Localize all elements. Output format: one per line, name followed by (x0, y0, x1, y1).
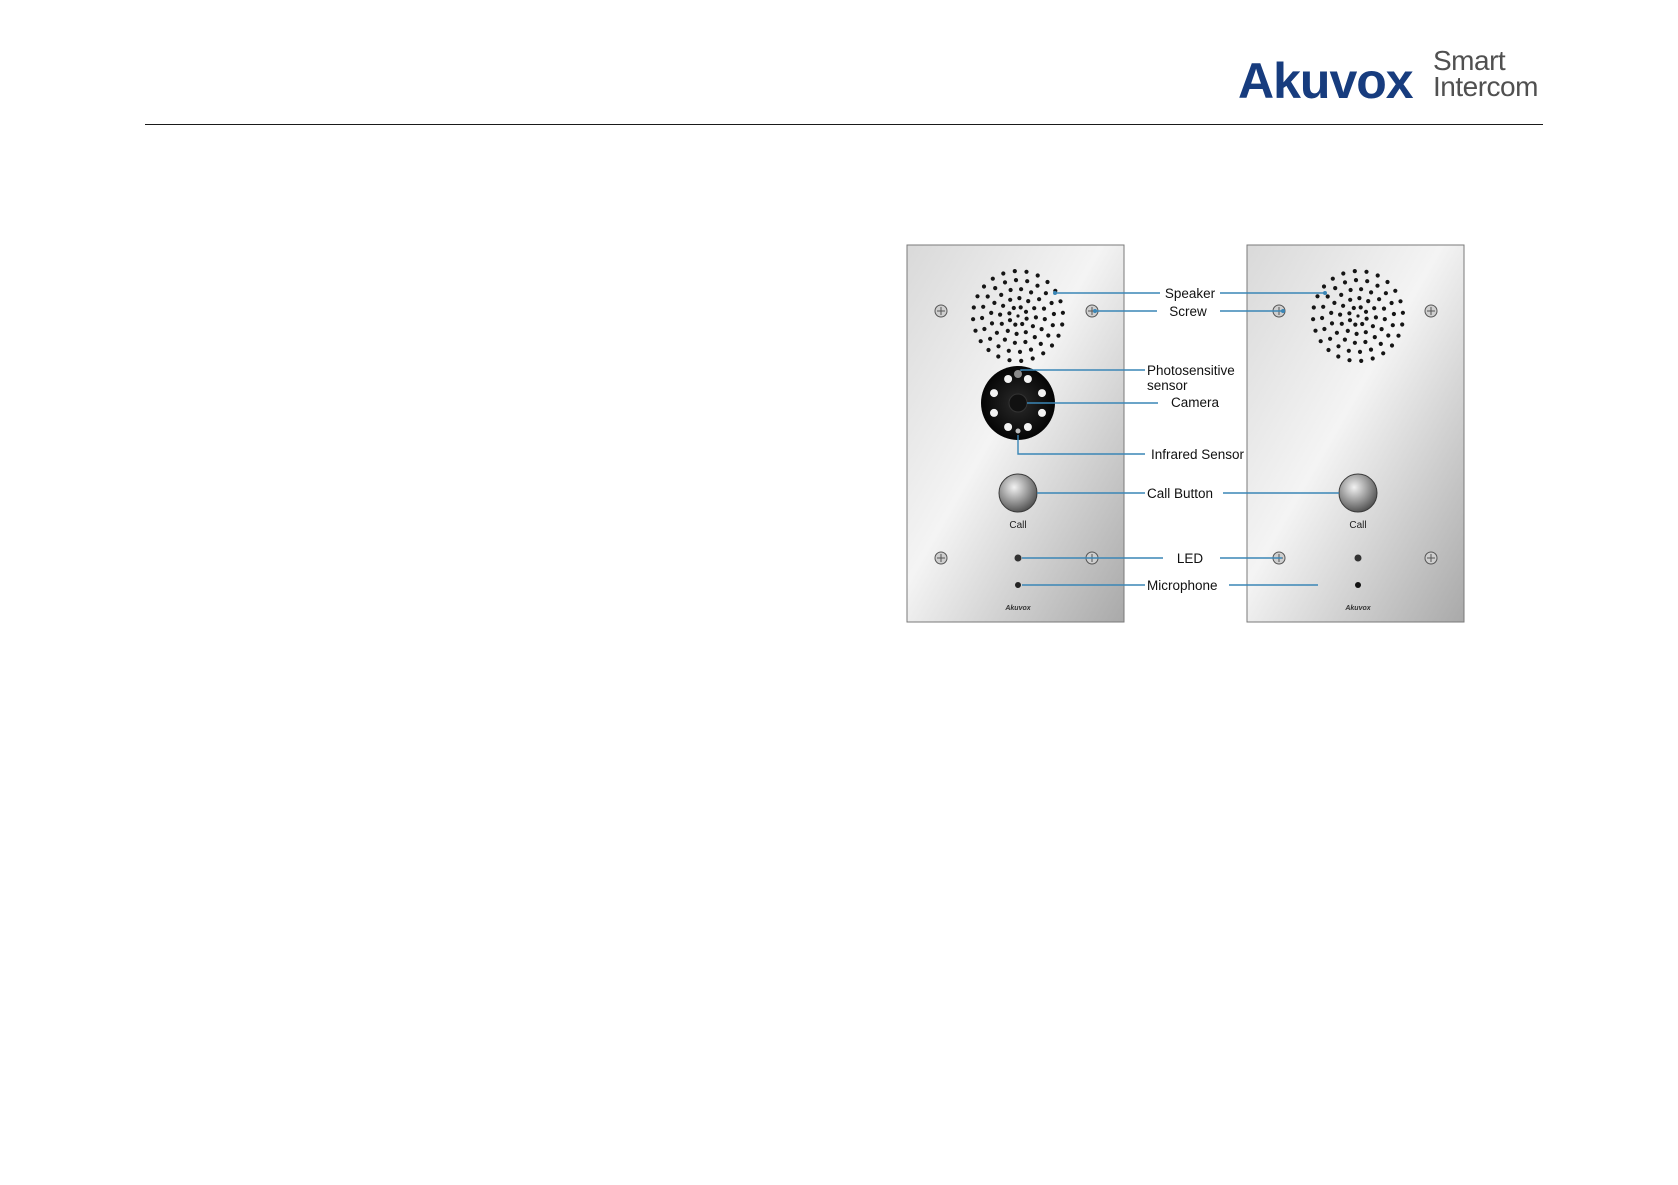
speaker-hole (1346, 329, 1350, 333)
speaker-hole (1016, 314, 1019, 317)
panel-audio-only (1247, 245, 1464, 622)
microphone-hole-left (1015, 582, 1021, 588)
logo-tagline-line1: Smart (1433, 45, 1506, 76)
speaker-hole (1328, 337, 1332, 341)
speaker-hole (1320, 316, 1324, 320)
speaker-hole (1017, 296, 1021, 300)
photosensitive-sensor (1014, 370, 1022, 378)
label-photosensitive-line2: sensor (1147, 378, 1188, 393)
speaker-hole (1024, 270, 1028, 274)
speaker-hole (1326, 348, 1330, 352)
speaker-hole (1364, 310, 1368, 314)
speaker-hole (1008, 318, 1012, 322)
speaker-hole (1381, 351, 1385, 355)
speaker-hole (1042, 307, 1046, 311)
screw-icon (1425, 305, 1437, 317)
speaker-hole (1390, 301, 1394, 305)
microphone-hole-right (1355, 582, 1361, 588)
speaker-hole (1353, 341, 1357, 345)
speaker-hole (986, 348, 990, 352)
speaker-hole (1050, 301, 1054, 305)
speaker-hole (1025, 317, 1029, 321)
speaker-hole (1001, 304, 1005, 308)
speaker-hole (996, 354, 1000, 358)
label-camera: Camera (1170, 395, 1220, 410)
speaker-hole (1380, 327, 1384, 331)
speaker-hole (1339, 293, 1343, 297)
speaker-hole (1311, 317, 1315, 321)
speaker-hole (1319, 339, 1323, 343)
speaker-hole (1315, 294, 1319, 298)
speaker-hole (1330, 321, 1334, 325)
speaker-hole (1036, 273, 1040, 277)
speaker-hole (989, 311, 993, 315)
speaker-hole (1031, 356, 1035, 360)
speaker-hole (981, 305, 985, 309)
speaker-hole (972, 305, 976, 309)
speaker-hole (1326, 294, 1330, 298)
speaker-hole (1061, 311, 1065, 315)
speaker-hole (1052, 312, 1056, 316)
label-call-button: Call Button (1147, 486, 1214, 501)
speaker-hole (1006, 329, 1010, 333)
speaker-hole (1347, 311, 1351, 315)
intercom-diagram (905, 243, 1465, 628)
speaker-hole (980, 316, 984, 320)
akuvox-logo (1238, 42, 1550, 112)
speaker-hole (1012, 306, 1016, 310)
speaker-hole (1365, 317, 1369, 321)
speaker-hole (979, 339, 983, 343)
speaker-hole (1007, 349, 1011, 353)
speaker-hole (1348, 318, 1352, 322)
speaker-hole (1331, 277, 1335, 281)
speaker-hole (992, 301, 996, 305)
speaker-hole (1056, 334, 1060, 338)
speaker-hole (1019, 305, 1023, 309)
label-microphone: Microphone (1147, 578, 1218, 593)
speaker-hole (1050, 343, 1054, 347)
speaker-hole (1013, 323, 1017, 327)
speaker-hole (1034, 315, 1038, 319)
speaker-hole (973, 329, 977, 333)
speaker-hole (1358, 350, 1362, 354)
speaker-hole (1357, 296, 1361, 300)
label-infrared-sensor: Infrared Sensor (1151, 447, 1245, 462)
speaker-hole (1025, 279, 1029, 283)
speaker-hole (1377, 297, 1381, 301)
speaker-hole (1046, 333, 1050, 337)
speaker-hole (1312, 305, 1316, 309)
speaker-hole (1024, 330, 1028, 334)
speaker-hole (1369, 290, 1373, 294)
speaker-hole (1373, 335, 1377, 339)
speaker-hole (1321, 305, 1325, 309)
infrared-led (1004, 375, 1012, 383)
speaker-hole (1385, 280, 1389, 284)
speaker-hole (1051, 323, 1055, 327)
speaker-hole (1000, 322, 1004, 326)
speaker-hole (1041, 351, 1045, 355)
infrared-sensor (1016, 429, 1021, 434)
panel-brand-right: Akuvox (1345, 605, 1371, 612)
speaker-hole (1401, 311, 1405, 315)
speaker-hole (1037, 297, 1041, 301)
speaker-hole (1026, 299, 1030, 303)
panel-brand-left: Akuvox (1005, 605, 1031, 612)
speaker-hole (1343, 338, 1347, 342)
speaker-hole (1039, 342, 1043, 346)
call-caption-left: Call (1009, 520, 1027, 531)
speaker-hole (1384, 291, 1388, 295)
speaker-hole (971, 317, 975, 321)
speaker-hole (1363, 340, 1367, 344)
speaker-hole (1007, 358, 1011, 362)
speaker-hole (1354, 278, 1358, 282)
speaker-hole (1390, 343, 1394, 347)
speaker-hole (1341, 271, 1345, 275)
speaker-hole (996, 344, 1000, 348)
speaker-hole (1393, 289, 1397, 293)
infrared-led (1038, 409, 1046, 417)
speaker-hole (982, 284, 986, 288)
logo-brand-text: Akuvox (1238, 53, 1413, 109)
speaker-hole (1355, 332, 1359, 336)
speaker-hole (988, 337, 992, 341)
infrared-led (990, 409, 998, 417)
speaker-hole (982, 327, 986, 331)
speaker-hole (1032, 306, 1036, 310)
speaker-hole (1348, 298, 1352, 302)
speaker-hole (1383, 317, 1387, 321)
speaker-hole (1019, 287, 1023, 291)
speaker-hole (1329, 311, 1333, 315)
speaker-hole (1336, 344, 1340, 348)
speaker-hole (1029, 348, 1033, 352)
speaker-hole (995, 331, 999, 335)
speaker-hole (1023, 340, 1027, 344)
speaker-hole (993, 286, 997, 290)
speaker-hole (1369, 348, 1373, 352)
screw-icon (935, 552, 947, 564)
speaker-hole (1335, 331, 1339, 335)
speaker-hole (990, 321, 994, 325)
speaker-hole (1003, 280, 1007, 284)
speaker-hole (1356, 314, 1359, 317)
speaker-hole (1396, 334, 1400, 338)
call-caption-right: Call (1349, 520, 1367, 531)
speaker-hole (1360, 322, 1364, 326)
speaker-hole (1015, 332, 1019, 336)
speaker-hole (1040, 327, 1044, 331)
speaker-hole (1020, 322, 1024, 326)
speaker-hole (1340, 322, 1344, 326)
speaker-hole (1332, 301, 1336, 305)
speaker-hole (1001, 271, 1005, 275)
speaker-hole (1392, 312, 1396, 316)
speaker-hole (991, 277, 995, 281)
speaker-hole (1382, 307, 1386, 311)
speaker-hole (1372, 306, 1376, 310)
speaker-hole (1007, 311, 1011, 315)
speaker-hole (1398, 299, 1402, 303)
infrared-led (1024, 423, 1032, 431)
speaker-hole (1044, 291, 1048, 295)
speaker-hole (1033, 335, 1037, 339)
label-photosensitive-line1: Photosensitive (1147, 363, 1235, 378)
speaker-hole (1349, 288, 1353, 292)
speaker-hole (1359, 359, 1363, 363)
led-indicator-right (1355, 555, 1362, 562)
speaker-hole (1018, 350, 1022, 354)
speaker-hole (1060, 322, 1064, 326)
speaker-hole (1333, 286, 1337, 290)
speaker-hole (1386, 333, 1390, 337)
speaker-hole (1024, 310, 1028, 314)
led-indicator-left (1015, 555, 1022, 562)
speaker-hole (1322, 284, 1326, 288)
screw-icon (1425, 552, 1437, 564)
speaker-hole (1352, 306, 1356, 310)
speaker-hole (1353, 323, 1357, 327)
speaker-hole (1035, 284, 1039, 288)
header-rule (145, 124, 1543, 125)
speaker-hole (999, 293, 1003, 297)
speaker-hole (1365, 279, 1369, 283)
speaker-hole (998, 313, 1002, 317)
speaker-hole (975, 294, 979, 298)
speaker-hole (1019, 359, 1023, 363)
speaker-hole (1013, 341, 1017, 345)
speaker-hole (986, 294, 990, 298)
label-led: LED (1176, 551, 1204, 566)
speaker-hole (1353, 269, 1357, 273)
infrared-led (990, 389, 998, 397)
speaker-hole (1364, 270, 1368, 274)
speaker-hole (1058, 299, 1062, 303)
speaker-hole (1359, 305, 1363, 309)
speaker-hole (1313, 329, 1317, 333)
speaker-hole (1364, 330, 1368, 334)
speaker-hole (1347, 349, 1351, 353)
screw-icon (935, 305, 947, 317)
speaker-hole (1376, 273, 1380, 277)
speaker-hole (1045, 280, 1049, 284)
speaker-hole (1371, 356, 1375, 360)
speaker-hole (1013, 269, 1017, 273)
speaker-hole (1322, 327, 1326, 331)
logo-tagline (1433, 45, 1538, 102)
speaker-hole (1371, 324, 1375, 328)
speaker-hole (1400, 322, 1404, 326)
speaker-hole (1359, 287, 1363, 291)
speaker-hole (1341, 304, 1345, 308)
call-button-right[interactable] (1339, 474, 1377, 512)
infrared-led (1038, 389, 1046, 397)
call-button-left[interactable] (999, 474, 1037, 512)
speaker-hole (1391, 323, 1395, 327)
speaker-hole (1003, 338, 1007, 342)
speaker-hole (1008, 298, 1012, 302)
infrared-led (1024, 375, 1032, 383)
logo-tagline-line2: Intercom (1433, 71, 1538, 102)
speaker-hole (1043, 317, 1047, 321)
speaker-hole (1336, 354, 1340, 358)
speaker-hole (1014, 278, 1018, 282)
speaker-hole (1031, 324, 1035, 328)
label-speaker: Speaker (1164, 286, 1216, 301)
camera-lens-icon (1009, 394, 1027, 412)
speaker-hole (1375, 284, 1379, 288)
infrared-led (1004, 423, 1012, 431)
speaker-hole (1029, 290, 1033, 294)
speaker-hole (1379, 342, 1383, 346)
speaker-hole (1366, 299, 1370, 303)
speaker-hole (1343, 280, 1347, 284)
panel-with-camera (907, 245, 1124, 622)
label-screw: Screw (1169, 304, 1207, 319)
speaker-hole (1009, 288, 1013, 292)
speaker-hole (1347, 358, 1351, 362)
speaker-hole (1338, 313, 1342, 317)
speaker-hole (1374, 315, 1378, 319)
